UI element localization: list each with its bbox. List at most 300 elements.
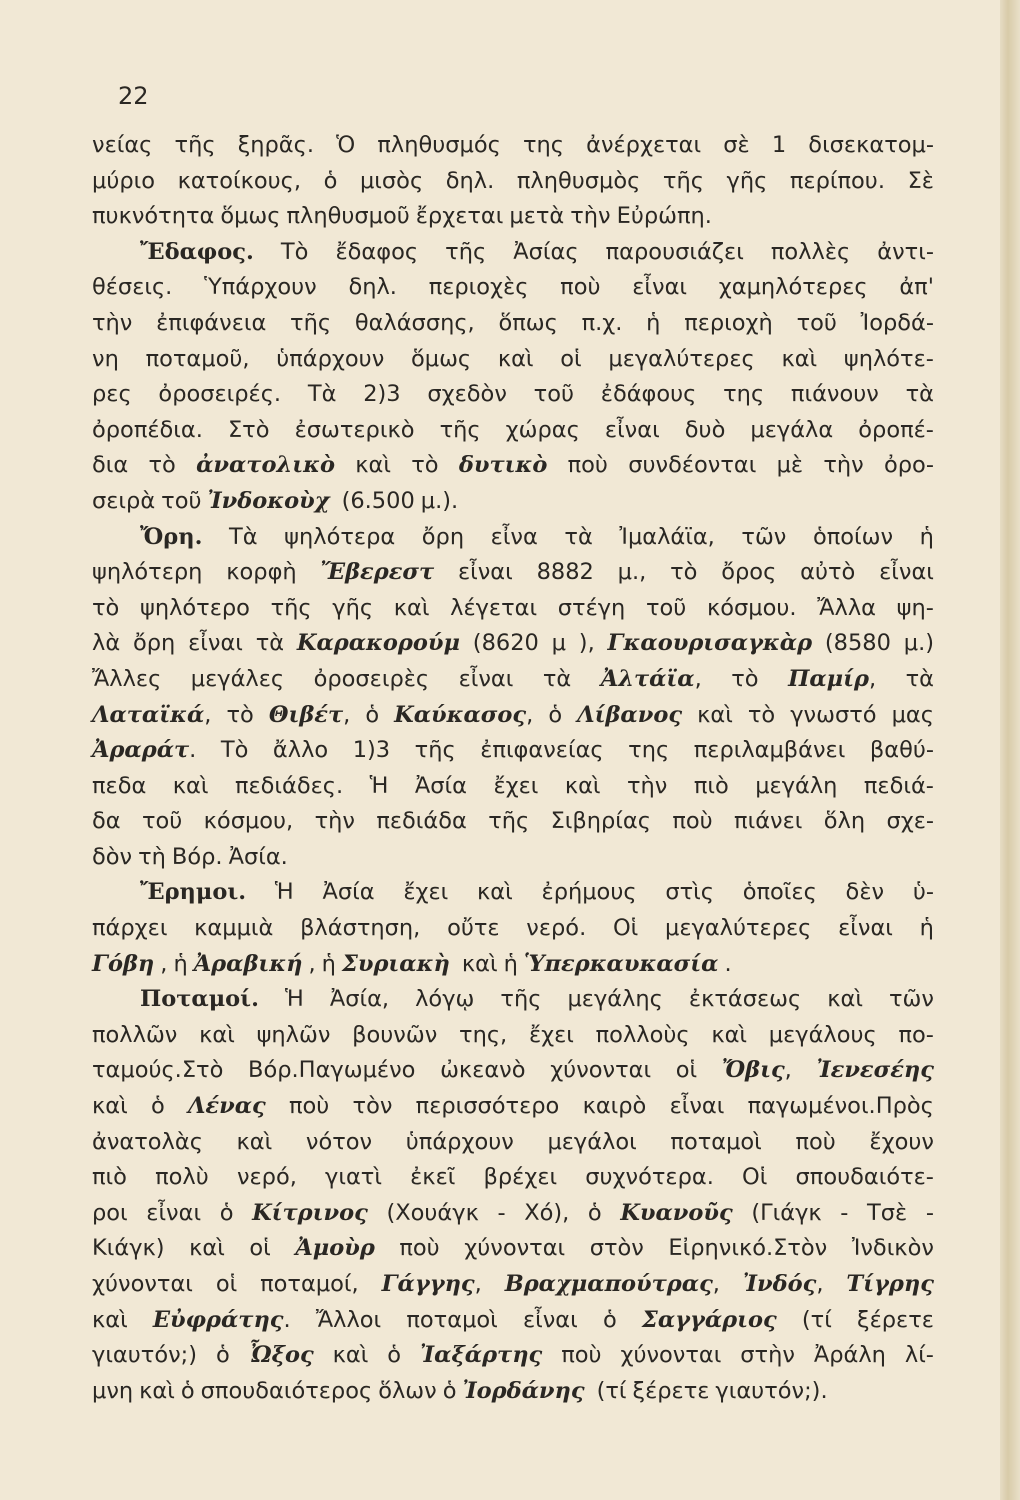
word: σχεδὸν	[427, 381, 507, 408]
word: Σὲ	[907, 167, 934, 194]
word: ὁ	[602, 1306, 617, 1333]
word: της	[628, 737, 670, 764]
word: ξέρετε	[857, 1306, 934, 1333]
emphasized-name: Ἰορδάνης	[462, 1377, 585, 1404]
emphasized-name: Γκαουρισαγκὰρ	[607, 630, 813, 657]
word: ἡ	[919, 915, 934, 942]
text-line	[92, 591, 934, 627]
word: Χό),	[524, 1199, 570, 1226]
emphasized-name: Παμίρ,	[788, 665, 877, 692]
word: ὅλων	[378, 1377, 437, 1404]
word: 2)3	[363, 381, 401, 408]
word: ὀροπέ-	[858, 416, 934, 443]
emphasized-name: Λίβανος	[577, 701, 683, 728]
word: γιατὶ	[325, 1164, 382, 1191]
word: καὶ	[461, 950, 498, 977]
text-line	[140, 520, 934, 556]
word: ἡ	[646, 309, 661, 336]
emphasized-name: Ἀραράτ.	[92, 737, 197, 764]
word: πληθυσμός	[377, 132, 501, 158]
word: στὸν	[589, 1235, 644, 1262]
word: λέγεται	[450, 594, 538, 621]
word: τῆς	[445, 238, 487, 265]
word: ξέρετε	[632, 1377, 710, 1404]
word: εἶνα	[490, 523, 538, 550]
emphasized-name: Ἀμοὺρ	[295, 1235, 375, 1262]
word: τὴν	[823, 452, 864, 479]
word: κορφὴ	[226, 559, 297, 586]
word: (Χουάγκ	[386, 1199, 479, 1226]
word: καὶ	[199, 1021, 235, 1048]
word: ξηρᾶς.	[237, 132, 314, 158]
word: πεδιά-	[863, 772, 934, 799]
word: σχε-	[886, 808, 934, 835]
word: Ἡ	[274, 879, 294, 906]
word: ὁ	[442, 1377, 457, 1404]
text-line	[92, 1125, 934, 1161]
word: 1)3	[352, 737, 391, 764]
word: καὶ	[172, 772, 209, 799]
word: τοῦ	[645, 594, 687, 621]
emphasized-name: ἀνατολικὸ	[196, 452, 335, 479]
text-line	[92, 270, 934, 306]
emphasized-name: δυτικὸ	[458, 452, 548, 479]
word: ὄρη	[132, 630, 176, 657]
word: πεδιάδες.	[234, 772, 344, 799]
word: ἀνατολὰς	[92, 1128, 203, 1155]
word: μεγαλύτερες	[608, 345, 755, 372]
word: καὶ	[393, 594, 430, 621]
word: μεγάλους	[768, 1021, 877, 1048]
word: ὁ	[365, 701, 380, 728]
word: πιάνει	[734, 808, 803, 835]
word: χαμηλότερες	[718, 274, 868, 301]
word: Τὸ	[280, 238, 309, 265]
page-number: 22	[118, 82, 149, 110]
word: μεγάλες	[190, 665, 285, 692]
section-heading: Ὄρη.	[140, 523, 203, 550]
word: Ἰνδικὸν	[851, 1235, 934, 1262]
word: στὴν	[740, 1342, 795, 1369]
word: εἶναι	[146, 1199, 202, 1226]
text-line	[92, 1053, 934, 1089]
word: τῆς	[290, 309, 332, 336]
word: πολλοὺς	[595, 1021, 690, 1048]
word: ποταμοί,	[260, 1271, 359, 1297]
word: Βόρ.	[171, 843, 223, 870]
word: γῆς	[726, 167, 768, 194]
word: εἶναι	[632, 274, 688, 301]
word: θαλάσσης,	[354, 309, 475, 336]
word: ἐπιφανείας	[480, 737, 604, 764]
word: ὑ-	[912, 879, 934, 906]
word: ποὺ	[672, 808, 713, 835]
emphasized-name: Θιβέτ,	[268, 701, 351, 728]
word: (Γιάγκ	[751, 1199, 822, 1226]
word: ποταμοῦ,	[145, 345, 250, 372]
emphasized-name: Γόβη ,	[92, 950, 168, 977]
text-line	[92, 662, 934, 698]
word: καὶ	[92, 1093, 128, 1120]
word: τὰ	[255, 630, 285, 657]
text-line	[92, 164, 934, 200]
word: πολὺ	[155, 1164, 209, 1191]
word: πεδιάδα	[376, 808, 467, 835]
word: νερό,	[236, 1164, 297, 1191]
word: ἔρχεται	[415, 203, 504, 230]
text-line	[92, 413, 934, 449]
word: καὶ	[139, 1377, 175, 1404]
word: ὀροσειρὲς	[313, 665, 430, 692]
word: ὁ	[548, 701, 563, 728]
text-line	[92, 1089, 934, 1125]
word: τὰ	[542, 665, 572, 692]
word: τὰ	[564, 523, 593, 550]
text-line	[140, 235, 934, 271]
word: ὁποίων	[812, 523, 894, 550]
word: νερό.	[526, 915, 587, 942]
word: τῆς	[270, 594, 312, 621]
emphasized-name: Καύκασος,	[394, 701, 534, 728]
word: τὴν	[92, 309, 133, 336]
word: γῆς	[332, 594, 374, 621]
word: νείας	[92, 132, 153, 158]
word: τὸ	[226, 701, 254, 728]
word: ὁ	[587, 1199, 602, 1226]
emphasized-name: Κίτρινος	[252, 1199, 368, 1226]
word: γιαυτόν;).	[715, 1377, 828, 1404]
word: ποὺ	[288, 1093, 330, 1120]
emphasized-name: Ἰενεσέης	[816, 1057, 934, 1084]
word: Εἰρηνικό.Στὸν	[668, 1235, 828, 1262]
word: Ἄλλοι	[315, 1306, 382, 1333]
word: μ.).	[420, 487, 459, 514]
word: καὶ	[92, 1306, 128, 1333]
word: στέγη	[557, 594, 626, 621]
word: καὶ	[332, 1342, 369, 1369]
word: της	[522, 132, 564, 158]
word: μὲ	[776, 452, 804, 479]
word: συνδέονται	[628, 452, 757, 479]
text-line	[92, 306, 934, 342]
word: μ.,	[617, 559, 647, 586]
word: σὲ	[723, 132, 750, 158]
body-text	[92, 128, 934, 1409]
word: τῆς	[174, 132, 216, 158]
word: Βόρ.Παγωμένο	[248, 1057, 416, 1084]
word: ὅλη	[823, 808, 866, 835]
word: τὸ	[731, 665, 759, 692]
word: (τί	[801, 1306, 832, 1333]
word: σπουδαιότερος	[200, 1377, 373, 1404]
word: τῶν	[741, 523, 787, 550]
text-line	[140, 875, 934, 911]
word: ἡ	[173, 950, 188, 977]
word: ὀρο-	[884, 452, 934, 479]
word: ἀντι-	[877, 238, 934, 265]
word: οἱ	[560, 345, 582, 372]
word: ὠκεανὸ	[440, 1057, 526, 1084]
word: καὶ	[827, 986, 863, 1013]
word: ρες	[92, 381, 132, 408]
word: τῆς	[439, 416, 481, 443]
text-line	[92, 947, 934, 983]
word: ἐκτάσεως	[688, 986, 802, 1013]
word: τοῦ	[141, 808, 183, 835]
word: καὶ	[497, 345, 534, 372]
text-line	[92, 1160, 934, 1196]
word: περιλαμβάνει	[693, 737, 846, 764]
emphasized-name: Ἰνδός,	[742, 1271, 824, 1297]
word: τὸ	[92, 594, 120, 621]
emphasized-name: Κυανοῦς	[620, 1199, 733, 1226]
word: Ἡ	[284, 986, 304, 1013]
word: ὑπάρχουν	[276, 345, 385, 372]
word: ὄρη	[421, 523, 465, 550]
word: χύνονται	[464, 1235, 566, 1262]
word: μετὰ	[509, 203, 565, 230]
emphasized-name: Ὑπερκαυκασία .	[523, 950, 732, 977]
word: ποὺ	[560, 274, 601, 301]
word: κόσμου.	[707, 594, 797, 621]
word: πιάνουν	[790, 381, 879, 408]
word: γιαυτόν;)	[92, 1342, 198, 1369]
text-line	[92, 911, 934, 947]
word: παγωμένοι.Πρὸς	[747, 1093, 934, 1120]
word: μ	[551, 630, 566, 657]
word: Ἀσία	[414, 772, 467, 799]
word: ροι	[92, 1199, 128, 1226]
word: μεγάλοι	[547, 1128, 637, 1155]
word: Ἰορδά-	[860, 309, 934, 336]
word: τὴ	[138, 843, 166, 870]
word: πυκνότητα	[92, 203, 215, 230]
word: (8580	[824, 630, 891, 657]
text-line	[92, 698, 934, 734]
word: ὁ	[323, 167, 338, 194]
text-line	[92, 199, 934, 235]
word: στὶς	[665, 879, 714, 906]
emphasized-name: Ὄβις,	[721, 1057, 792, 1084]
word: πολλὲς	[770, 238, 851, 265]
word: ὄρος	[721, 559, 777, 586]
word: Ἄλλες	[92, 665, 162, 692]
word: χώρας	[505, 416, 580, 443]
section-heading: Ποταμοί.	[140, 986, 259, 1013]
word: Ἰμαλάϊα,	[619, 523, 715, 550]
emphasized-name: Ἀλτάϊα,	[600, 665, 702, 692]
word: καὶ	[781, 345, 818, 372]
word: τὸ	[411, 452, 439, 479]
emphasized-name: Ἰαξάρτης	[419, 1342, 543, 1369]
word: ποὺ	[567, 452, 608, 479]
word: Τὰ	[229, 523, 258, 550]
emphasized-name: Συριακὴ	[341, 950, 450, 977]
text-line	[92, 1196, 934, 1232]
word: δια	[92, 452, 129, 479]
word: τὰ	[905, 665, 934, 692]
word: ἔχει	[493, 772, 539, 799]
word: 8882	[536, 559, 594, 586]
word: -	[840, 1199, 849, 1226]
emphasized-name: Ὦξος	[248, 1342, 314, 1369]
emphasized-name: Σαγγάριος	[641, 1306, 777, 1333]
word: τῆς	[488, 808, 530, 835]
word: δυὸ	[684, 416, 726, 443]
word: καὶ	[355, 452, 391, 479]
word: κόσμου,	[203, 808, 294, 835]
text-line	[92, 128, 934, 164]
word: οὔτε	[447, 915, 500, 942]
word: πο-	[898, 1021, 934, 1048]
word: τῶν	[889, 986, 934, 1013]
word: ψηλότε-	[843, 345, 934, 372]
word: Ἀσίας	[513, 238, 579, 265]
word: κατοίκους,	[177, 167, 302, 194]
emphasized-name: Λένας	[187, 1093, 266, 1120]
word: συχνότερα.	[585, 1164, 714, 1191]
word: μνη	[92, 1377, 134, 1404]
word: ),	[578, 630, 595, 657]
word: Στὸ	[227, 416, 270, 443]
word: καὶ	[477, 879, 513, 906]
word: λὰ	[92, 630, 121, 657]
word: Ἄλλα	[817, 594, 876, 621]
emphasized-name: Γάγγης,	[381, 1271, 482, 1297]
word: ἐκεῖ	[410, 1164, 456, 1191]
word: λόγῳ	[415, 986, 475, 1013]
word: ὅπως	[498, 309, 558, 336]
word: τῆς	[500, 986, 542, 1013]
word: ὑπάρχουν	[405, 1128, 514, 1155]
word: ποὺ	[561, 1342, 602, 1369]
word: ὅμως	[220, 203, 281, 230]
word: τὸ	[747, 701, 776, 728]
emphasized-name: Λαταϊκά,	[92, 701, 212, 728]
word: μεγάλη	[755, 772, 838, 799]
word: τὰ	[905, 381, 934, 408]
word: ἐπιφάνεια	[156, 309, 267, 336]
text-line	[92, 377, 934, 413]
word: βλάστηση,	[300, 915, 421, 942]
word: καὶ	[236, 1128, 273, 1155]
word: περίπου.	[789, 167, 885, 194]
word: δισεκατομ-	[808, 132, 934, 158]
word: παρουσιάζει	[605, 238, 744, 265]
word: δηλ.	[348, 274, 397, 301]
text-line	[92, 1303, 934, 1339]
word: Σιβηρίας	[550, 808, 651, 835]
word: περιοχὲς	[428, 274, 529, 301]
word: εἶναι	[458, 665, 514, 692]
word: βαθύ-	[869, 737, 934, 764]
word: ποὺ	[399, 1235, 440, 1262]
word: ποὺ	[795, 1128, 836, 1155]
text-line	[92, 484, 934, 520]
word: ψηλότερο	[139, 594, 250, 621]
text-line	[92, 448, 934, 484]
word: Ἀράλη	[813, 1342, 886, 1369]
section-heading: Ἔρημοι.	[140, 879, 247, 906]
word: ὁ	[180, 1377, 195, 1404]
word: ἐσωτερικὸ	[294, 416, 415, 443]
word: τοῦ	[533, 381, 575, 408]
word: ὅμως	[410, 345, 472, 372]
word: ἐρήμους	[541, 879, 637, 906]
word: εἶναι	[522, 1306, 578, 1333]
word: ἡ	[503, 950, 518, 977]
text-line	[92, 1338, 934, 1374]
emphasized-name: Εὐφράτης.	[152, 1306, 291, 1333]
word: ὁ	[219, 1199, 234, 1226]
word: (8620	[472, 630, 539, 657]
word: ἔδαφος	[335, 238, 419, 265]
text-line	[92, 733, 934, 769]
word: πληθυσμὸς	[516, 167, 641, 194]
emphasized-name: Ἀραβική ,	[193, 950, 316, 977]
word: ψηλῶν	[256, 1021, 331, 1048]
word: Οἱ	[612, 915, 639, 942]
word: χύνονται	[550, 1057, 652, 1084]
word: οἱ	[249, 1235, 271, 1262]
emphasized-name: Τίγρης	[846, 1271, 934, 1297]
word: τὸν	[352, 1093, 393, 1120]
word: -	[497, 1199, 506, 1226]
word: οἱ	[675, 1057, 698, 1084]
word: ψηλότερα	[284, 523, 396, 550]
word: πιὸ	[693, 772, 729, 799]
word: τὴν	[570, 203, 611, 230]
word: ψηλότερη	[92, 559, 203, 586]
word: δὲν	[845, 879, 885, 906]
emphasized-name: Ἔβερεστ	[320, 559, 435, 586]
word: αὐτὸ	[800, 559, 856, 586]
word: π.χ.	[581, 309, 623, 336]
text-line	[92, 342, 934, 378]
word: τὸ	[148, 452, 176, 479]
word: βρέχει	[483, 1164, 558, 1191]
emphasized-name: Ἰνδοκοὺχ	[207, 487, 330, 514]
word: εἶναι	[838, 915, 893, 942]
word: τοῦ	[796, 309, 837, 336]
word: τὴν	[627, 772, 668, 799]
word: καιρὸ	[582, 1093, 647, 1120]
word: εἶναι	[669, 1093, 725, 1120]
section-heading: Ἔδαφος.	[140, 238, 254, 265]
word: Ἀσία.	[228, 843, 288, 870]
word: μας	[891, 701, 934, 728]
word: Ὑπάρχουν	[204, 274, 317, 301]
word: ἐδάφους	[600, 381, 697, 408]
word: μεγαλύτερες	[665, 915, 812, 942]
word: Εὐρώπη.	[616, 203, 712, 230]
word: εἶναι	[188, 630, 243, 657]
word: μεγάλης	[567, 986, 663, 1013]
word: καὶ	[697, 701, 733, 728]
word: ἡ	[919, 523, 934, 550]
word: (6.500	[341, 487, 415, 514]
word: ταμούς.Στὸ	[92, 1057, 224, 1084]
word: μεγάλα	[750, 416, 834, 443]
word: ἔχουν	[869, 1128, 934, 1155]
word: της	[723, 381, 765, 408]
page-edge	[1000, 0, 1020, 1500]
text-line	[92, 1267, 934, 1303]
word: ὀροπέδια.	[92, 416, 203, 443]
word: Ἀσία	[322, 879, 375, 906]
word: μισὸς	[359, 167, 424, 194]
word: εἶναι	[457, 559, 513, 586]
